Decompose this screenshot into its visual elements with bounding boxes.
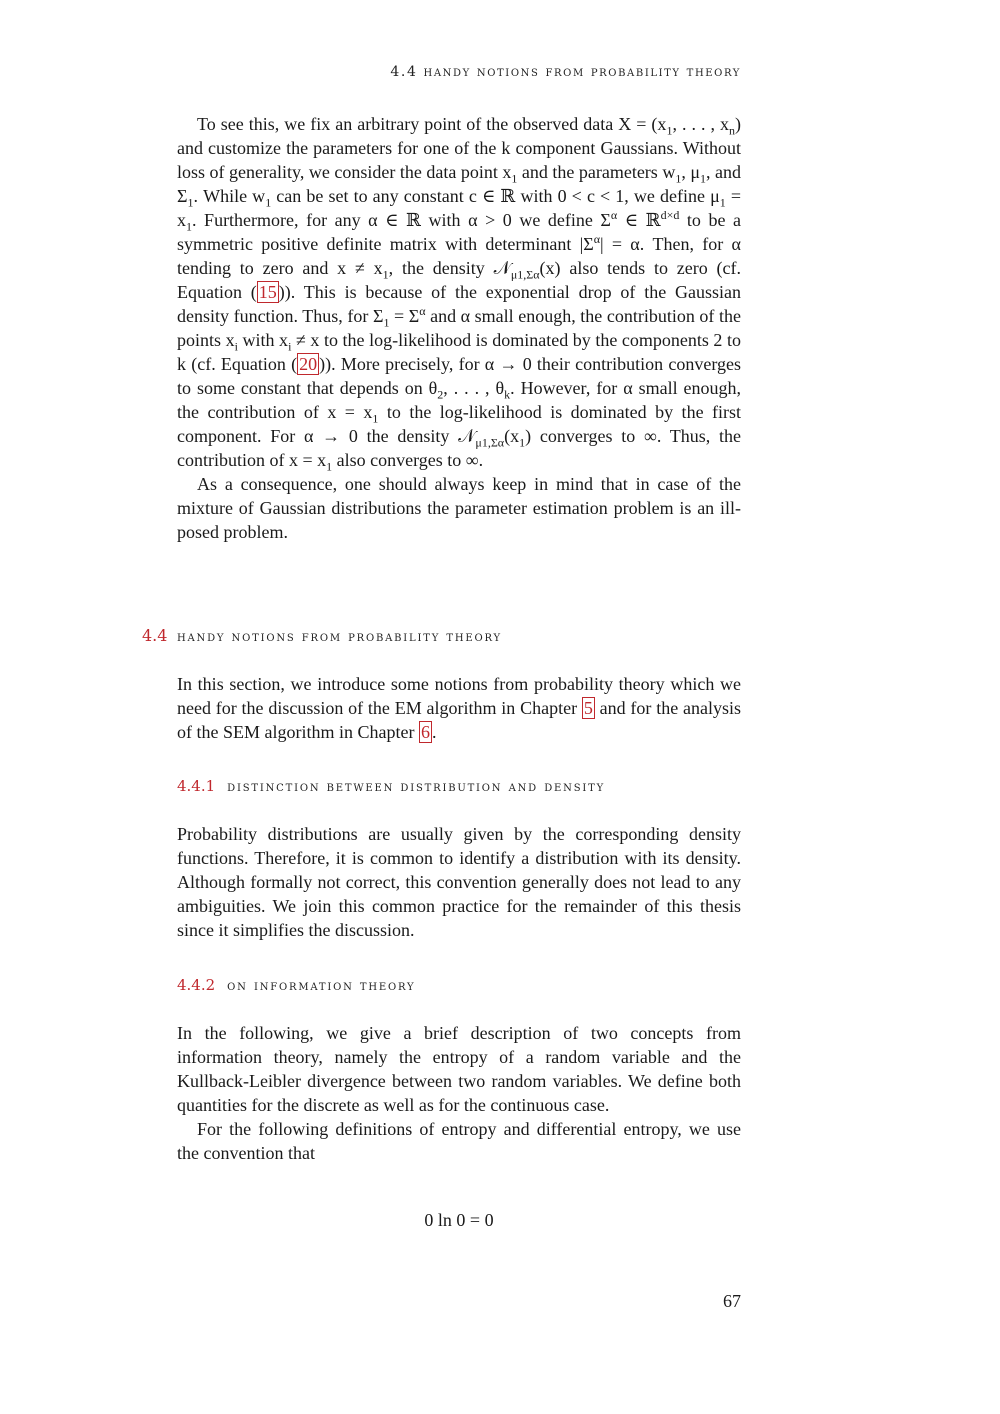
subsection-heading-1 xyxy=(177,777,605,795)
subsection-2-paragraph-1: In the following, we give a brief description of two concepts from information theory, namely the entropy of a random variable and the Kullback-Leibler divergence between two random variables. We define both quantities for the discrete as well as for the continuous case. xyxy=(177,1023,741,1115)
subsection-1-paragraph: Probability distributions are usually given by the corresponding density functions. Therefore, it is common to identify a distribution with its density. Although formally not correct, this convention generally does not lead to any ambiguities. We join this common practice for the remainder of this thesis since it simplifies the discussion. xyxy=(177,824,741,940)
chapter-ref-5[interactable]: 5 xyxy=(583,698,593,718)
display-equation: 0 ln 0 = 0 xyxy=(424,1210,494,1230)
equation-ref-20[interactable]: 20 xyxy=(299,354,318,374)
subsection-heading-2 xyxy=(177,976,415,994)
subsection-number: 4.4.1 xyxy=(177,777,216,795)
section-title: handy notions from probability theory xyxy=(177,629,502,645)
section-heading xyxy=(142,626,502,645)
intro-paragraph-2: As a consequence, one should always keep in mind that in case of the mixture of Gaussian distributions the parameter estimation problem is an ill-posed problem. xyxy=(177,474,741,542)
page-number: 67 xyxy=(723,1291,741,1311)
intro-text xyxy=(177,112,741,544)
section-intro-paragraph: In this section, we introduce some notions from probability theory which we need for the discussion of the EM algorithm in Chapter 5 and for the analysis of the SEM algorithm in Chapter 6 . xyxy=(177,674,741,742)
section-number: 4.4 xyxy=(142,626,168,645)
equation-ref-15[interactable]: 15 xyxy=(258,282,277,302)
subsection-2-paragraph-2: For the following definitions of entropy and differential entropy, we use the convention that xyxy=(177,1119,741,1163)
subsection-title: on information theory xyxy=(227,978,416,994)
subsection-title: distinction between distribution and density xyxy=(227,779,605,795)
intro-paragraph-1: To see this, we fix an arbitrary point of the observed data $X = (x_1$, . . . , $x_n$) and customize the parameters for one of the k component Gaussians. Without loss of generality, we consider the data point $x_1$ and the parameters $w_1$, $\mu_1$, and $\Sigma_1$. While $w_1$ can be set to any constant c ∈ ℝ with 0 < c < 1, we define $\mu_1 = x_1$. Furthermore, for any α ∈ ℝ with α > 0 we define $\Sigma^\alpha$ ∈ ℝ$^{d\times d}$ to be a symmetric positive definite matrix with determinant $|\Sigma^\alpha| = \alpha$. Then, for α tending to zero and $x \ne x_1$, the density 𝒩$_{\mu 1,\Sigma\alpha}$(x) also tends to zero (cf. Equation ( 15 )). This is because of the exponential drop of the Gaussian density function. Thus, for $\Sigma_1 = \Sigma^\alpha$ and α small enough, the contribution of the points $x_i$ with $x_i \ne x$ to the log-likelihood is dominated by the components 2 to k (cf. Equation ( 20 )). More precisely, for α → 0 their contribution converges to some constant that depends on $\theta_2$, . . . , $\theta_k$. However, for α small enough, the contribution of $x = x_1$ to the log-likelihood is dominated by the first component. For α → 0 the density $𝒩_{\mu 1,\Sigma\alpha}(x_1)$ converges to ∞. Thus, the contribution of $x = x_1$ also converges to ∞. xyxy=(177,114,742,474)
subsection-2-paragraphs xyxy=(177,1021,741,1165)
subsection-number: 4.4.2 xyxy=(177,976,216,994)
chapter-ref-6[interactable]: 6 xyxy=(420,722,430,742)
running-head: 4.4 handy notions from probability theory xyxy=(390,64,741,80)
